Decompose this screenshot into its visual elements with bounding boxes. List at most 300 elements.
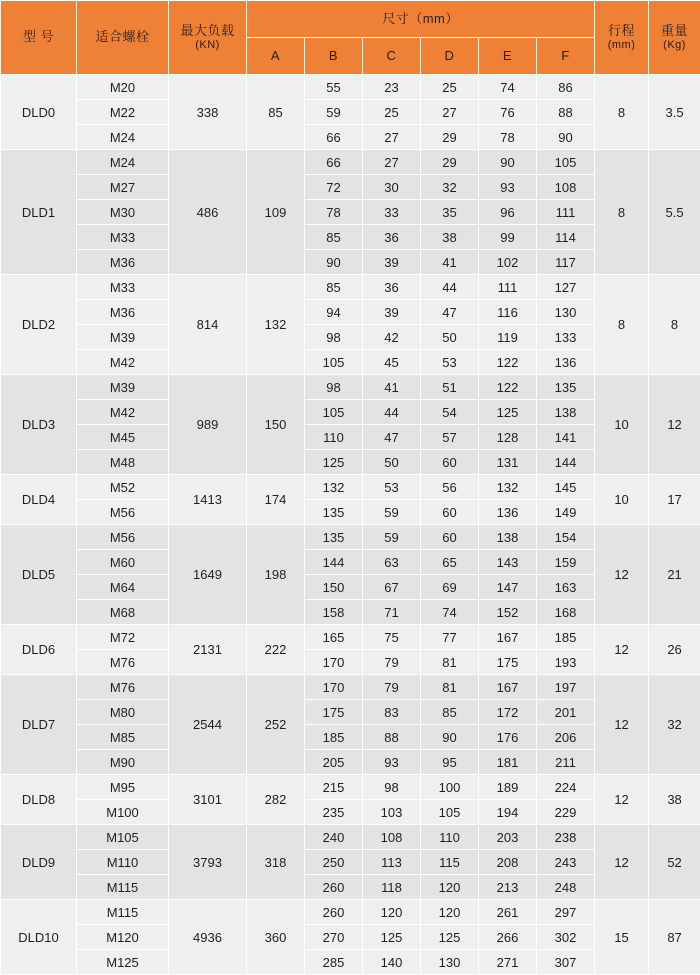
cell-stroke: 12: [595, 625, 649, 675]
cell-dim-f: 185: [537, 625, 595, 650]
cell-dim-f: 163: [537, 575, 595, 600]
cell-dim-b: 150: [305, 575, 363, 600]
cell-dim-d: 115: [421, 850, 479, 875]
cell-max-load: 814: [169, 275, 247, 375]
cell-dim-f: 193: [537, 650, 595, 675]
cell-bolt: M24: [77, 125, 169, 150]
cell-dim-c: 120: [363, 900, 421, 925]
cell-dim-f: 133: [537, 325, 595, 350]
table-row: [1, 275, 700, 300]
table-row: [1, 775, 700, 800]
cell-dim-a: 360: [247, 900, 305, 975]
cell-bolt: M33: [77, 225, 169, 250]
cell-dim-e: 213: [479, 875, 537, 900]
cell-dim-f: 206: [537, 725, 595, 750]
cell-model: DLD5: [1, 525, 77, 625]
cell-dim-b: 59: [305, 100, 363, 125]
cell-dim-e: 143: [479, 550, 537, 575]
cell-stroke: 8: [595, 75, 649, 150]
cell-dim-d: 120: [421, 875, 479, 900]
cell-dim-a: 132: [247, 275, 305, 375]
cell-dim-c: 27: [363, 150, 421, 175]
cell-bolt: M115: [77, 900, 169, 925]
cell-weight: 32: [649, 675, 700, 775]
cell-dim-b: 205: [305, 750, 363, 775]
cell-model: DLD1: [1, 150, 77, 275]
cell-dim-a: 222: [247, 625, 305, 675]
cell-bolt: M125: [77, 950, 169, 975]
cell-dim-b: 55: [305, 75, 363, 100]
cell-dim-b: 90: [305, 250, 363, 275]
cell-weight: 8: [649, 275, 700, 375]
cell-stroke: 12: [595, 825, 649, 900]
cell-dim-f: 238: [537, 825, 595, 850]
cell-bolt: M120: [77, 925, 169, 950]
cell-dim-b: 105: [305, 350, 363, 375]
cell-dim-f: 105: [537, 150, 595, 175]
cell-dim-e: 132: [479, 475, 537, 500]
cell-model: DLD10: [1, 900, 77, 975]
cell-dim-c: 71: [363, 600, 421, 625]
table-body: [1, 75, 700, 975]
cell-dim-c: 39: [363, 300, 421, 325]
header-stroke-label: 行程: [595, 24, 648, 39]
header-dim-e: E: [479, 38, 537, 75]
cell-dim-e: 172: [479, 700, 537, 725]
cell-dim-e: 74: [479, 75, 537, 100]
cell-dim-f: 229: [537, 800, 595, 825]
cell-dim-f: 90: [537, 125, 595, 150]
cell-stroke: 10: [595, 475, 649, 525]
cell-dim-e: 138: [479, 525, 537, 550]
header-max-load: [169, 1, 247, 75]
cell-bolt: M20: [77, 75, 169, 100]
header-bolt: [77, 1, 169, 75]
cell-dim-a: 252: [247, 675, 305, 775]
cell-dim-f: 111: [537, 200, 595, 225]
table-row: [1, 75, 700, 100]
cell-dim-a: 109: [247, 150, 305, 275]
cell-dim-a: 282: [247, 775, 305, 825]
cell-dim-d: 29: [421, 125, 479, 150]
cell-dim-d: 54: [421, 400, 479, 425]
header-dim-f: F: [537, 38, 595, 75]
cell-dim-e: 194: [479, 800, 537, 825]
cell-dim-f: 307: [537, 950, 595, 975]
cell-stroke: 12: [595, 775, 649, 825]
cell-dim-d: 47: [421, 300, 479, 325]
cell-bolt: M36: [77, 300, 169, 325]
cell-dim-b: 132: [305, 475, 363, 500]
cell-dim-c: 140: [363, 950, 421, 975]
table-row: [1, 625, 700, 650]
cell-dim-d: 56: [421, 475, 479, 500]
cell-dim-b: 235: [305, 800, 363, 825]
cell-bolt: M42: [77, 400, 169, 425]
cell-dim-c: 53: [363, 475, 421, 500]
cell-model: DLD3: [1, 375, 77, 475]
header-weight-unit: (Kg): [649, 39, 700, 51]
cell-dim-e: 122: [479, 375, 537, 400]
cell-dim-e: 116: [479, 300, 537, 325]
cell-dim-c: 36: [363, 225, 421, 250]
cell-dim-d: 29: [421, 150, 479, 175]
cell-dim-c: 63: [363, 550, 421, 575]
cell-dim-f: 86: [537, 75, 595, 100]
header-row-top: [1, 1, 700, 38]
cell-dim-b: 250: [305, 850, 363, 875]
header-stroke: [595, 1, 649, 75]
cell-dim-d: 60: [421, 450, 479, 475]
cell-dim-f: 248: [537, 875, 595, 900]
cell-dim-e: 96: [479, 200, 537, 225]
header-model-label: 型 号: [1, 30, 76, 45]
cell-max-load: 3793: [169, 825, 247, 900]
cell-dim-d: 130: [421, 950, 479, 975]
cell-dim-c: 39: [363, 250, 421, 275]
cell-bolt: M45: [77, 425, 169, 450]
cell-dim-f: 211: [537, 750, 595, 775]
cell-dim-c: 25: [363, 100, 421, 125]
cell-weight: 87: [649, 900, 700, 975]
cell-dim-d: 69: [421, 575, 479, 600]
cell-bolt: M76: [77, 675, 169, 700]
cell-dim-f: 138: [537, 400, 595, 425]
cell-dim-d: 51: [421, 375, 479, 400]
cell-dim-d: 100: [421, 775, 479, 800]
header-dim-d: D: [421, 38, 479, 75]
cell-stroke: 8: [595, 275, 649, 375]
cell-dim-b: 175: [305, 700, 363, 725]
cell-dim-e: 261: [479, 900, 537, 925]
cell-weight: 26: [649, 625, 700, 675]
cell-dim-c: 118: [363, 875, 421, 900]
cell-dim-c: 59: [363, 525, 421, 550]
cell-bolt: M42: [77, 350, 169, 375]
cell-dim-a: 85: [247, 75, 305, 150]
table-row: [1, 675, 700, 700]
cell-dim-e: 131: [479, 450, 537, 475]
cell-max-load: 2544: [169, 675, 247, 775]
cell-dim-d: 90: [421, 725, 479, 750]
cell-dim-e: 76: [479, 100, 537, 125]
cell-bolt: M24: [77, 150, 169, 175]
cell-dim-c: 33: [363, 200, 421, 225]
cell-dim-e: 271: [479, 950, 537, 975]
cell-bolt: M56: [77, 525, 169, 550]
cell-bolt: M22: [77, 100, 169, 125]
cell-dim-e: 122: [479, 350, 537, 375]
cell-dim-b: 66: [305, 125, 363, 150]
cell-dim-d: 53: [421, 350, 479, 375]
cell-dim-b: 158: [305, 600, 363, 625]
cell-dim-c: 27: [363, 125, 421, 150]
cell-dim-e: 175: [479, 650, 537, 675]
cell-dim-d: 50: [421, 325, 479, 350]
cell-dim-c: 36: [363, 275, 421, 300]
cell-dim-b: 260: [305, 900, 363, 925]
cell-dim-e: 167: [479, 625, 537, 650]
cell-dim-f: 135: [537, 375, 595, 400]
cell-dim-d: 110: [421, 825, 479, 850]
cell-dim-d: 32: [421, 175, 479, 200]
header-stroke-unit: (mm): [595, 39, 648, 51]
cell-dim-c: 50: [363, 450, 421, 475]
cell-dim-b: 260: [305, 875, 363, 900]
cell-dim-f: 243: [537, 850, 595, 875]
cell-dim-b: 135: [305, 500, 363, 525]
cell-dim-e: 208: [479, 850, 537, 875]
cell-model: DLD9: [1, 825, 77, 900]
table-row: [1, 150, 700, 175]
cell-model: DLD7: [1, 675, 77, 775]
cell-bolt: M85: [77, 725, 169, 750]
cell-dim-f: 136: [537, 350, 595, 375]
cell-dim-e: 147: [479, 575, 537, 600]
cell-dim-b: 135: [305, 525, 363, 550]
cell-dim-c: 42: [363, 325, 421, 350]
header-dim-a: A: [247, 38, 305, 75]
cell-dim-f: 114: [537, 225, 595, 250]
cell-dim-d: 74: [421, 600, 479, 625]
cell-model: DLD0: [1, 75, 77, 150]
cell-dim-c: 79: [363, 650, 421, 675]
cell-bolt: M110: [77, 850, 169, 875]
cell-bolt: M48: [77, 450, 169, 475]
cell-dim-c: 83: [363, 700, 421, 725]
cell-dim-b: 240: [305, 825, 363, 850]
cell-weight: 12: [649, 375, 700, 475]
cell-dim-b: 78: [305, 200, 363, 225]
cell-bolt: M95: [77, 775, 169, 800]
cell-dim-f: 145: [537, 475, 595, 500]
cell-dim-f: 117: [537, 250, 595, 275]
cell-dim-b: 270: [305, 925, 363, 950]
cell-dim-b: 98: [305, 325, 363, 350]
cell-dim-c: 44: [363, 400, 421, 425]
cell-dim-f: 159: [537, 550, 595, 575]
cell-dim-f: 224: [537, 775, 595, 800]
cell-dim-e: 111: [479, 275, 537, 300]
cell-dim-f: 168: [537, 600, 595, 625]
cell-weight: 3.5: [649, 75, 700, 150]
cell-dim-d: 27: [421, 100, 479, 125]
cell-stroke: 10: [595, 375, 649, 475]
cell-dim-d: 95: [421, 750, 479, 775]
cell-max-load: 2131: [169, 625, 247, 675]
cell-weight: 5.5: [649, 150, 700, 275]
cell-dim-f: 144: [537, 450, 595, 475]
cell-dim-f: 154: [537, 525, 595, 550]
cell-dim-b: 98: [305, 375, 363, 400]
cell-dim-b: 185: [305, 725, 363, 750]
cell-dim-b: 72: [305, 175, 363, 200]
cell-model: DLD6: [1, 625, 77, 675]
cell-dim-b: 125: [305, 450, 363, 475]
cell-dim-c: 113: [363, 850, 421, 875]
cell-dim-d: 105: [421, 800, 479, 825]
cell-weight: 17: [649, 475, 700, 525]
cell-bolt: M80: [77, 700, 169, 725]
cell-dim-c: 59: [363, 500, 421, 525]
cell-dim-b: 165: [305, 625, 363, 650]
cell-dim-d: 38: [421, 225, 479, 250]
header-bolt-label: 适合螺栓: [77, 30, 168, 45]
cell-dim-e: 189: [479, 775, 537, 800]
cell-dim-e: 203: [479, 825, 537, 850]
table-row: [1, 475, 700, 500]
cell-stroke: 15: [595, 900, 649, 975]
cell-dim-f: 201: [537, 700, 595, 725]
cell-dim-e: 102: [479, 250, 537, 275]
cell-bolt: M33: [77, 275, 169, 300]
table-row: [1, 525, 700, 550]
header-dimensions: [247, 1, 595, 38]
cell-max-load: 989: [169, 375, 247, 475]
cell-stroke: 12: [595, 525, 649, 625]
cell-dim-b: 85: [305, 225, 363, 250]
cell-dim-c: 45: [363, 350, 421, 375]
cell-dim-f: 149: [537, 500, 595, 525]
cell-weight: 21: [649, 525, 700, 625]
cell-dim-d: 65: [421, 550, 479, 575]
cell-dim-c: 103: [363, 800, 421, 825]
cell-max-load: 1413: [169, 475, 247, 525]
cell-bolt: M105: [77, 825, 169, 850]
cell-dim-b: 66: [305, 150, 363, 175]
cell-dim-e: 167: [479, 675, 537, 700]
cell-bolt: M100: [77, 800, 169, 825]
header-dim-b: B: [305, 38, 363, 75]
cell-stroke: 8: [595, 150, 649, 275]
cell-dim-c: 93: [363, 750, 421, 775]
cell-dim-b: 110: [305, 425, 363, 450]
cell-bolt: M39: [77, 375, 169, 400]
cell-dim-f: 302: [537, 925, 595, 950]
cell-dim-c: 47: [363, 425, 421, 450]
cell-dim-e: 128: [479, 425, 537, 450]
cell-dim-f: 108: [537, 175, 595, 200]
cell-bolt: M36: [77, 250, 169, 275]
cell-bolt: M52: [77, 475, 169, 500]
cell-dim-d: 77: [421, 625, 479, 650]
cell-weight: 38: [649, 775, 700, 825]
cell-dim-d: 57: [421, 425, 479, 450]
cell-dim-e: 181: [479, 750, 537, 775]
cell-bolt: M72: [77, 625, 169, 650]
cell-dim-d: 125: [421, 925, 479, 950]
cell-dim-d: 35: [421, 200, 479, 225]
header-dimensions-label: 尺寸（mm）: [247, 12, 594, 27]
cell-dim-d: 25: [421, 75, 479, 100]
cell-model: DLD4: [1, 475, 77, 525]
cell-bolt: M90: [77, 750, 169, 775]
cell-bolt: M76: [77, 650, 169, 675]
cell-bolt: M68: [77, 600, 169, 625]
cell-bolt: M115: [77, 875, 169, 900]
cell-dim-c: 67: [363, 575, 421, 600]
cell-dim-d: 41: [421, 250, 479, 275]
cell-dim-a: 198: [247, 525, 305, 625]
cell-dim-f: 197: [537, 675, 595, 700]
cell-bolt: M64: [77, 575, 169, 600]
cell-dim-d: 81: [421, 675, 479, 700]
header-weight-label: 重量: [649, 24, 700, 39]
cell-dim-e: 119: [479, 325, 537, 350]
cell-dim-e: 93: [479, 175, 537, 200]
cell-model: DLD2: [1, 275, 77, 375]
cell-dim-e: 90: [479, 150, 537, 175]
cell-max-load: 338: [169, 75, 247, 150]
cell-weight: 52: [649, 825, 700, 900]
cell-dim-b: 144: [305, 550, 363, 575]
table-header: [1, 1, 700, 75]
cell-max-load: 3101: [169, 775, 247, 825]
cell-dim-f: 127: [537, 275, 595, 300]
cell-bolt: M30: [77, 200, 169, 225]
cell-dim-e: 125: [479, 400, 537, 425]
cell-max-load: 486: [169, 150, 247, 275]
cell-dim-c: 23: [363, 75, 421, 100]
cell-dim-b: 285: [305, 950, 363, 975]
cell-dim-f: 297: [537, 900, 595, 925]
cell-dim-d: 60: [421, 525, 479, 550]
cell-dim-d: 81: [421, 650, 479, 675]
cell-stroke: 12: [595, 675, 649, 775]
cell-dim-c: 108: [363, 825, 421, 850]
cell-bolt: M39: [77, 325, 169, 350]
cell-dim-c: 125: [363, 925, 421, 950]
cell-dim-b: 215: [305, 775, 363, 800]
cell-max-load: 1649: [169, 525, 247, 625]
header-model: [1, 1, 77, 75]
header-weight: [649, 1, 700, 75]
cell-dim-c: 79: [363, 675, 421, 700]
cell-dim-e: 266: [479, 925, 537, 950]
cell-dim-b: 85: [305, 275, 363, 300]
cell-dim-f: 88: [537, 100, 595, 125]
table-row: [1, 900, 700, 925]
table-row: [1, 375, 700, 400]
cell-bolt: M60: [77, 550, 169, 575]
cell-dim-e: 99: [479, 225, 537, 250]
cell-dim-d: 120: [421, 900, 479, 925]
cell-dim-d: 44: [421, 275, 479, 300]
header-max-load-unit: (KN): [169, 39, 246, 51]
cell-dim-b: 170: [305, 675, 363, 700]
cell-dim-d: 60: [421, 500, 479, 525]
cell-dim-e: 78: [479, 125, 537, 150]
cell-dim-c: 30: [363, 175, 421, 200]
cell-dim-d: 85: [421, 700, 479, 725]
cell-dim-e: 136: [479, 500, 537, 525]
cell-dim-f: 141: [537, 425, 595, 450]
cell-dim-a: 318: [247, 825, 305, 900]
cell-bolt: M27: [77, 175, 169, 200]
cell-model: DLD8: [1, 775, 77, 825]
cell-dim-b: 170: [305, 650, 363, 675]
table-row: [1, 825, 700, 850]
cell-dim-e: 152: [479, 600, 537, 625]
cell-dim-a: 174: [247, 475, 305, 525]
cell-dim-f: 130: [537, 300, 595, 325]
cell-dim-b: 94: [305, 300, 363, 325]
cell-dim-c: 88: [363, 725, 421, 750]
cell-max-load: 4936: [169, 900, 247, 975]
header-dim-c: C: [363, 38, 421, 75]
cell-dim-c: 75: [363, 625, 421, 650]
cell-dim-c: 98: [363, 775, 421, 800]
